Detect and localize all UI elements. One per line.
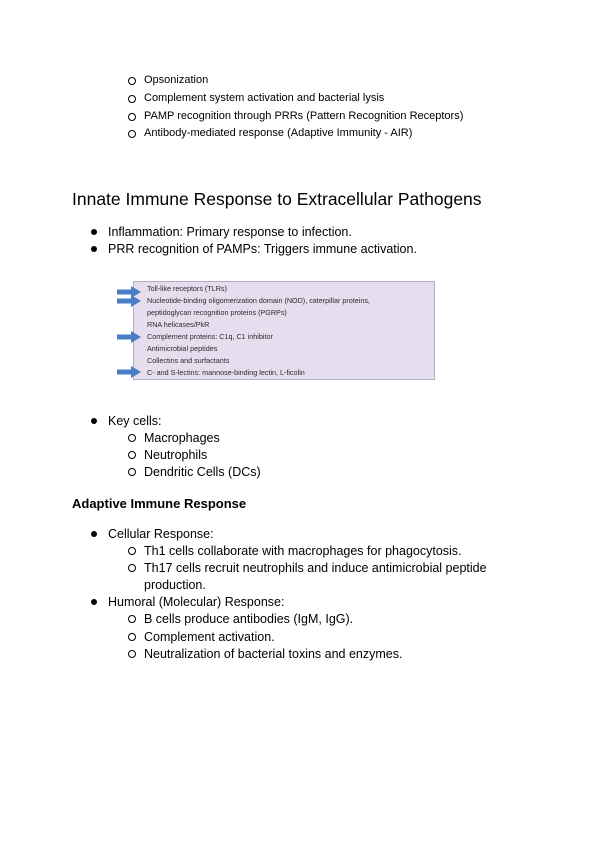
arrow-right-icon xyxy=(117,366,141,378)
arrow-right-icon xyxy=(117,331,141,343)
figure-line: Complement proteins: C1q, C1 inhibitor xyxy=(147,332,273,341)
circle-bullet-icon xyxy=(128,130,136,138)
prr-figure xyxy=(117,281,435,380)
figure-line: peptidoglycan recognition proteins (PGRPs) xyxy=(147,308,287,317)
circle-bullet-icon xyxy=(128,451,136,459)
figure-line: C- and S-lectins: mannose-binding lectin, L-ficolin xyxy=(147,368,305,377)
figure-line: Toll-like receptors (TLRs) xyxy=(147,284,227,293)
figure-line: Nucleotide-binding oligomerization domain (NOD), caterpillar proteins, xyxy=(147,296,370,305)
figure-line: Antimicrobial peptides xyxy=(147,344,218,353)
bullet-dot-icon xyxy=(91,531,97,537)
circle-bullet-icon xyxy=(128,633,136,641)
section-heading-adaptive: Adaptive Immune Response xyxy=(72,496,247,511)
document-page: Opsonization Complement system activation and bacterial lysis PAMP recognition through PRRs (Pattern Recognition Receptors) Antibody-mediated response (Adaptive Immunity - AIR) Innate Immune Response to Extracellular Pathogens Inflammation: Primary response to infection. PRR recognition of PAMPs: Triggers immune activation. Toll-like receptors (TLRs) Nucleotide-binding oligomerization domain (NOD), caterpillar proteins, peptidoglycan recognition proteins (PGRPs) RNA helicases/PkR Complement proteins: C1q, C1 inhibitor Antimicrobial peptides Collectins and surfactants C- and S-lectins: mannose-binding lectin, L-ficolin Key cells: Macrophages Neutrophils Dendritic Cells (DCs) Adaptive Immune Response Cellular Response: Th1 cells collaborate with macrophages for phagocytosis. Th17 cells recruit neutrophils and induce antimicrobial peptide production. Humoral (Molecular) Response: B cells produce antibodies (IgM, IgG). Complement activation. Neutralization of bacterial toxins and enzymes. xyxy=(72,74,487,661)
arrow-right-icon xyxy=(117,295,141,307)
bullet-dot-icon xyxy=(91,418,97,424)
figure-line: RNA helicases/PkR xyxy=(147,320,210,329)
circle-bullet-icon xyxy=(128,564,136,572)
circle-bullet-icon xyxy=(128,615,136,623)
circle-bullet-icon xyxy=(128,650,136,658)
circle-bullet-icon xyxy=(128,468,136,476)
circle-bullet-icon xyxy=(128,95,136,103)
bullet-dot-icon xyxy=(91,246,97,252)
circle-bullet-icon xyxy=(128,434,136,442)
circle-bullet-icon xyxy=(128,547,136,555)
figure-line: Collectins and surfactants xyxy=(147,356,230,365)
circle-bullet-icon xyxy=(128,113,136,121)
bullet-dot-icon xyxy=(91,229,97,235)
circle-bullet-icon xyxy=(128,77,136,85)
bullet-dot-icon xyxy=(91,599,97,605)
section-heading-innate: Innate Immune Response to Extracellular Pathogens xyxy=(72,189,482,209)
